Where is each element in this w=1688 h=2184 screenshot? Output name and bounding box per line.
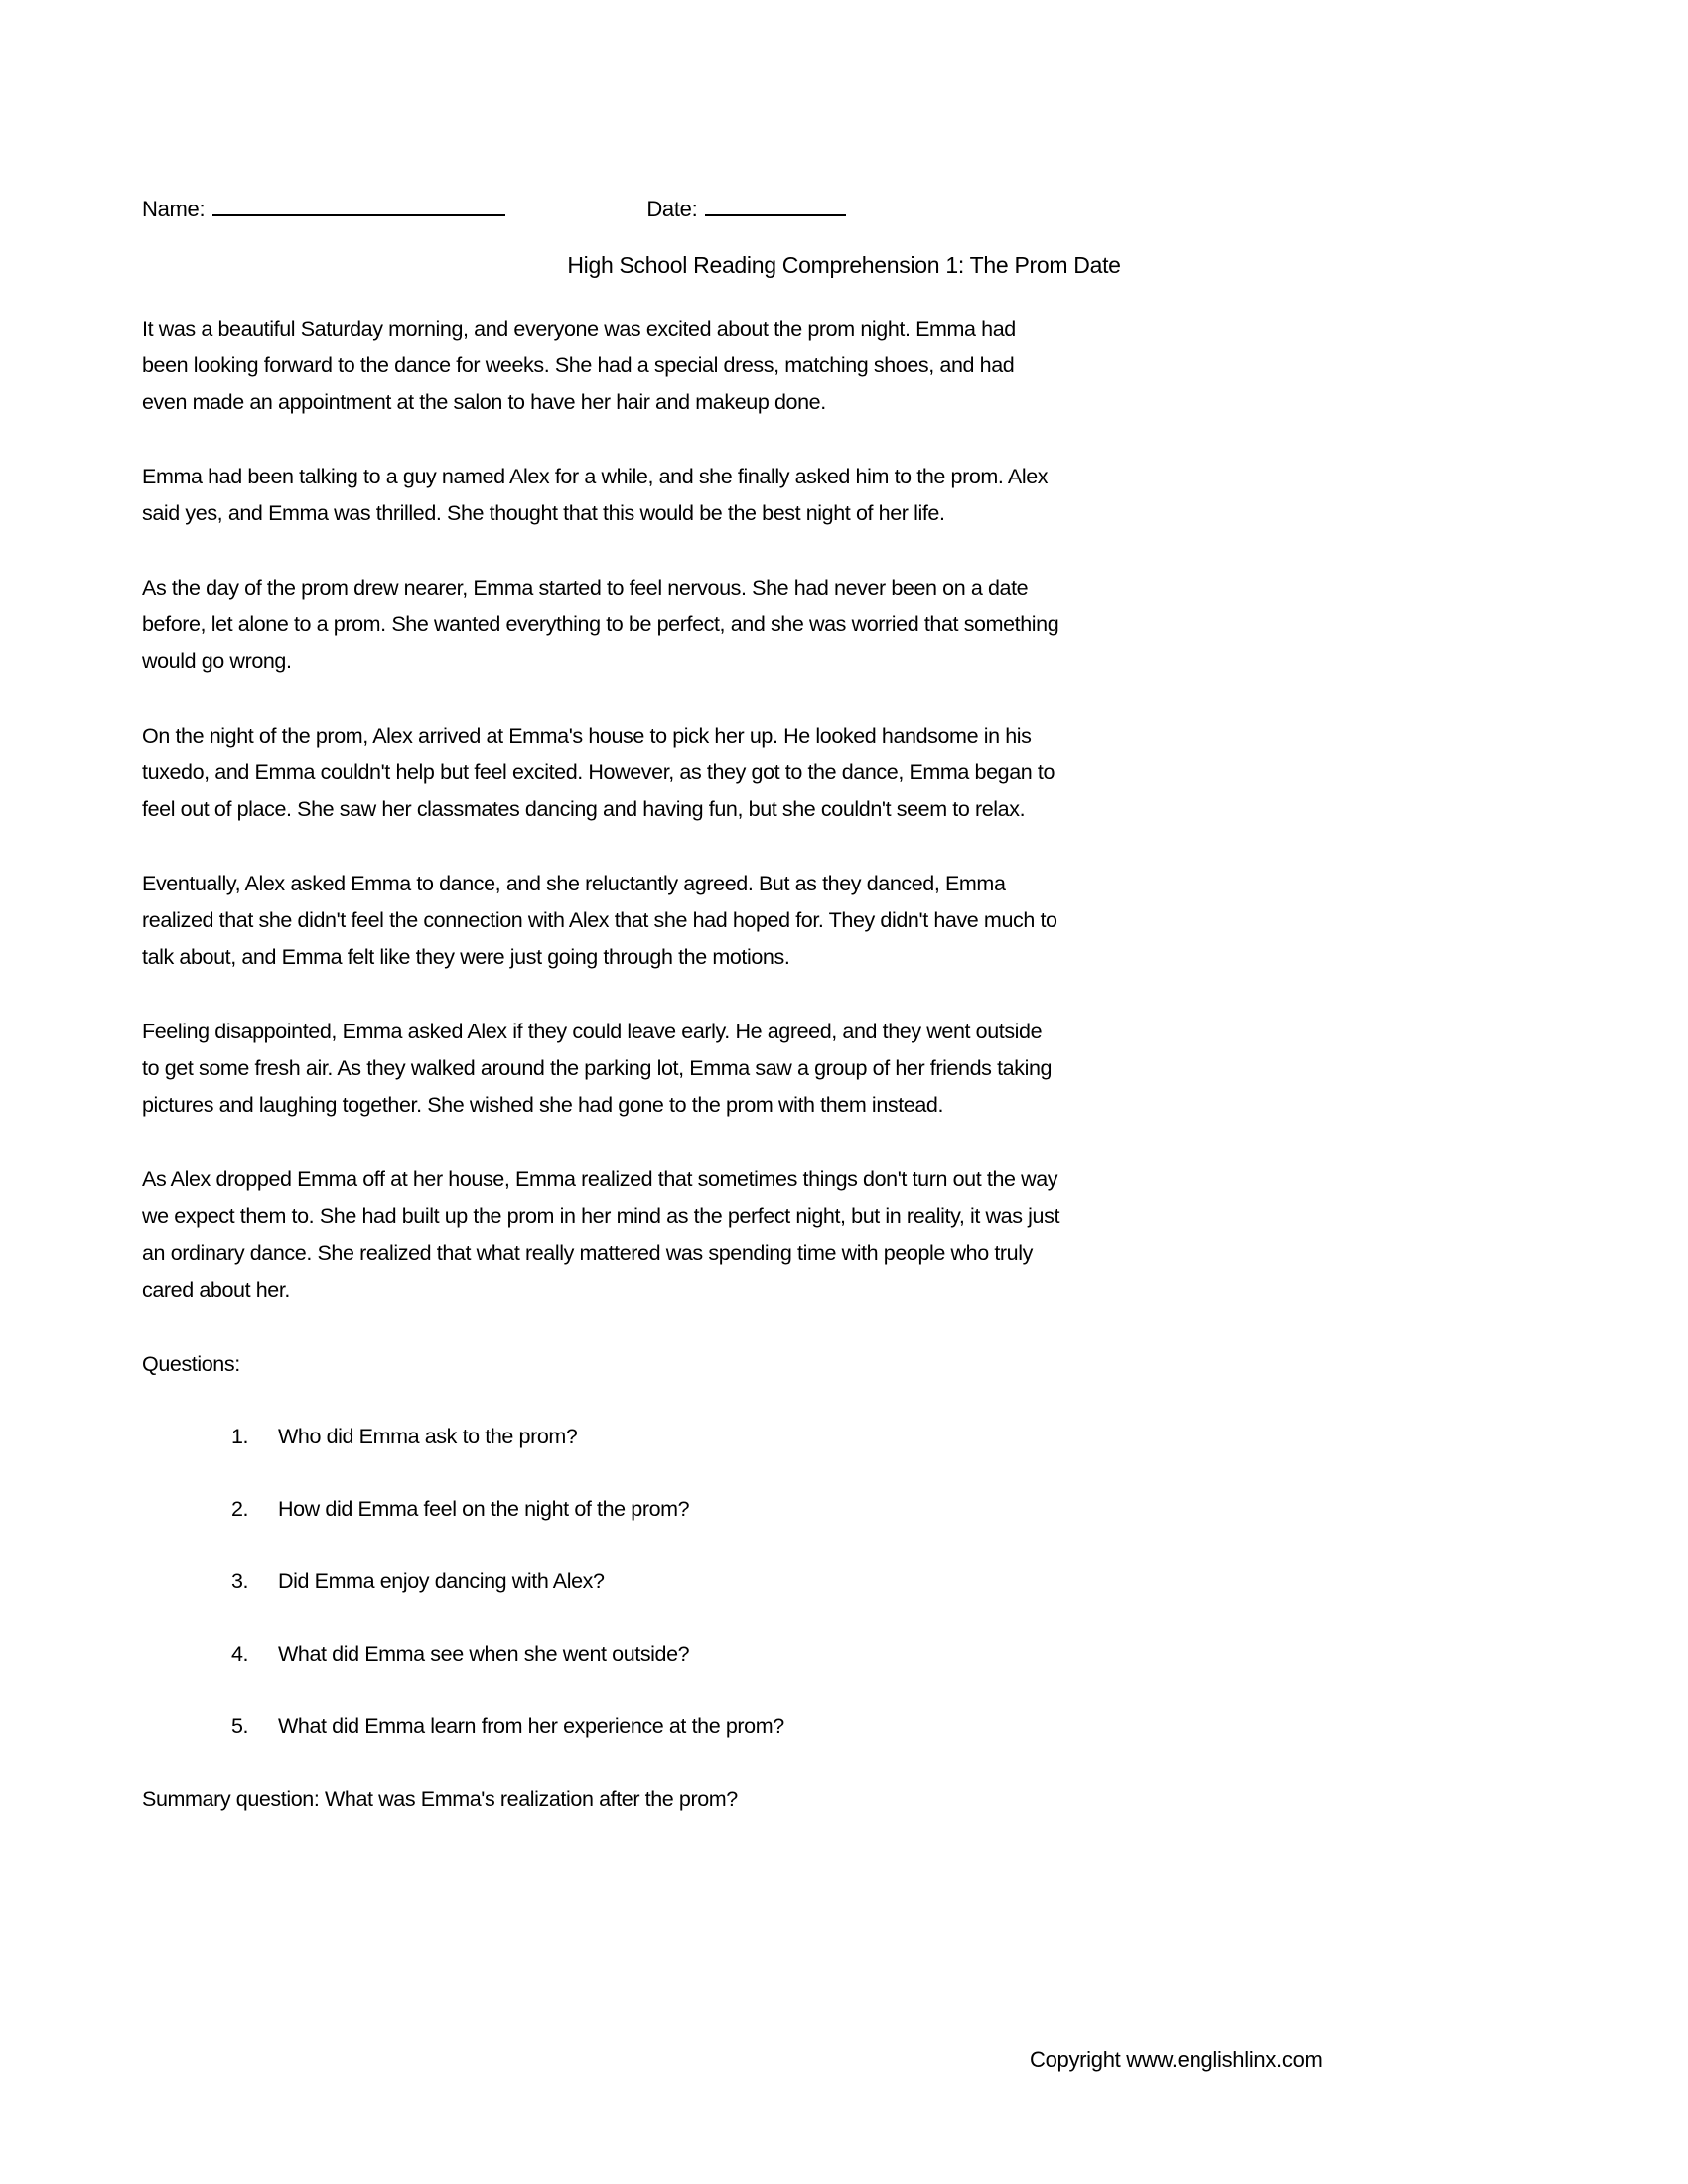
question-item (142, 1708, 1060, 1745)
summary-question: Summary question: What was Emma's realization after the prom? (142, 1787, 738, 1811)
question-number: 2. (231, 1497, 249, 1521)
date-label: Date: (646, 197, 698, 221)
question-text: What did Emma learn from her experience at the prom? (278, 1714, 784, 1738)
header-row (142, 0, 1546, 224)
question-text: Did Emma enjoy dancing with Alex? (278, 1570, 605, 1593)
story-paragraph: It was a beautiful Saturday morning, and everyone was excited about the prom night. Emma had been looking forward to the dance for weeks. She had a special dress, matching shoes, and had even made an appointment at the salon to have her hair and makeup done. (142, 317, 1016, 414)
story-body (142, 311, 1060, 1308)
questions-list (142, 1419, 1060, 1745)
question-number: 5. (231, 1714, 249, 1738)
name-blank-field[interactable] (212, 191, 505, 216)
name-label: Name: (142, 197, 206, 221)
question-item (142, 1491, 1060, 1528)
questions-label: Questions: (142, 1352, 240, 1376)
question-item (142, 1419, 1060, 1455)
question-number: 4. (231, 1642, 249, 1666)
copyright-text: Copyright www.englishlinx.com (1030, 2047, 1323, 2072)
question-text: What did Emma see when she went outside? (278, 1642, 690, 1666)
question-text: How did Emma feel on the night of the prom? (278, 1497, 690, 1521)
story-paragraph: As the day of the prom drew nearer, Emma started to feel nervous. She had never been on a date before, let alone to a prom. She wanted everything to be perfect, and she was worried that something would go wrong. (142, 576, 1059, 673)
date-blank-field[interactable] (705, 191, 846, 216)
story-paragraph: Eventually, Alex asked Emma to dance, and she reluctantly agreed. But as they danced, Emma realized that she didn't feel the connection with Alex that she had hoped for. They didn't have much to talk about, and Emma felt like they were just going through the motions. (142, 872, 1057, 969)
question-text: Who did Emma ask to the prom? (278, 1425, 578, 1448)
question-number: 1. (231, 1425, 249, 1448)
story-paragraph: Emma had been talking to a guy named Alex for a while, and she finally asked him to the prom. Alex said yes, and Emma was thrilled. She thought that this would be the best night of her life. (142, 465, 1049, 525)
question-item (142, 1636, 1060, 1673)
story-paragraph: As Alex dropped Emma off at her house, Emma realized that sometimes things don't turn out the way we expect them to. She had built up the prom in her mind as the perfect night, but in reality, it was just an ordinary dance. She realized that what really mattered was spending time with people who truly cared about her. (142, 1167, 1060, 1301)
story-paragraph: Feeling disappointed, Emma asked Alex if they could leave early. He agreed, and they went outside to get some fresh air. As they walked around the parking lot, Emma saw a group of her friends taking pictures and laughing together. She wished she had gone to the prom with them instead. (142, 1020, 1053, 1117)
story-paragraph: On the night of the prom, Alex arrived at Emma's house to pick her up. He looked handsome in his tuxedo, and Emma couldn't help but feel excited. However, as they got to the dance, Emma began to feel out of place. She saw her classmates dancing and having fun, but she couldn't seem to relax. (142, 724, 1055, 821)
page-title: High School Reading Comprehension 1: The Prom Date (567, 252, 1121, 278)
question-item (142, 1564, 1060, 1600)
question-number: 3. (231, 1570, 249, 1593)
